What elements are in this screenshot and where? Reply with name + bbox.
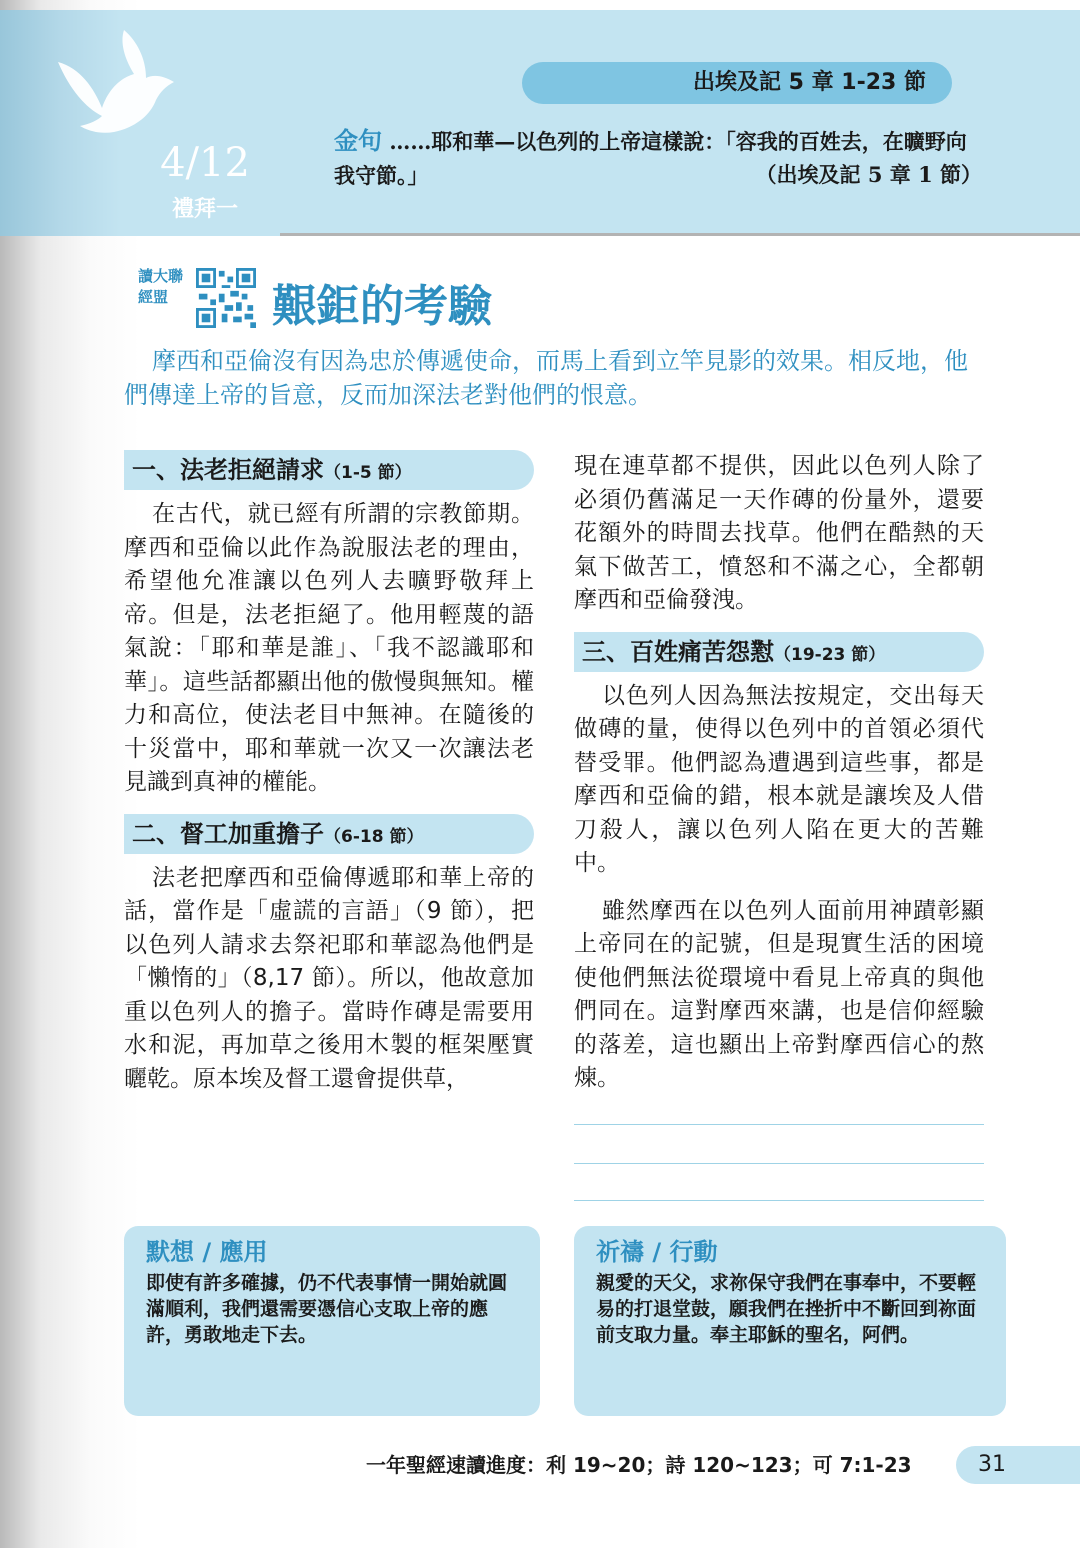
section-heading-2 <box>124 814 534 854</box>
header-band <box>0 10 1080 236</box>
golden-verse-ref: （出埃及記 5 章 1 節） <box>755 162 982 187</box>
golden-verse-label: 金句 <box>334 127 382 155</box>
reading-progress: 一年聖經速讀進度：利 19~20；詩 120~123；可 7:1-23 <box>366 1453 912 1477</box>
left-column <box>124 450 534 1096</box>
qr-label: 讀大聯經盟 <box>138 267 184 306</box>
weekday: 禮拜一 <box>171 197 238 222</box>
page-title: 艱鉅的考驗 <box>272 281 492 332</box>
continuation-paragraph: 現在連草都不提供，因此以色列人除了必須仍舊滿足一天作磚的份量外，還要花額外的時間去找草。他們在酷熱的天氣下做苦工，憤怒和不滿之心，全都朝摩西和亞倫發洩。 <box>574 453 984 613</box>
intro-paragraph: 摩西和亞倫沒有因為忠於傳遞使命，而馬上看到立竿見影的效果。相反地，他們傳達上帝的旨意，反而加深法老對他們的恨意。 <box>124 347 968 409</box>
section-heading-3 <box>574 632 984 672</box>
section-verses: （6-18 節） <box>324 826 424 847</box>
page-number: 31 <box>956 1446 1080 1484</box>
dove-icon <box>50 28 180 148</box>
prayer-title: 祈禱 / 行動 <box>596 1238 718 1266</box>
section-verses: （19-23 節） <box>774 644 886 665</box>
right-column <box>574 450 984 1201</box>
section-title: 二、督工加重擔子 <box>132 819 324 848</box>
meditation-box <box>124 1226 540 1416</box>
date-panel <box>0 10 280 236</box>
qr-block <box>138 266 258 332</box>
prayer-box <box>574 1226 1006 1416</box>
note-line <box>574 1124 984 1125</box>
section-heading-1 <box>124 450 534 490</box>
scripture-reference: 出埃及記 5 章 1-23 節 <box>522 62 952 104</box>
note-line <box>574 1200 984 1201</box>
section-title: 一、法老拒絕請求 <box>132 456 324 484</box>
section-paragraph: 以色列人因為無法按規定，交出每天做磚的量，使得以色列中的首領必須代替受罪。他們認為遭遇到這些事，都是摩西和亞倫的錯，根本就是讓埃及人借刀殺人，讓以色列人陷在更大的苦難中。 <box>574 682 984 876</box>
section-title: 三、百姓痛苦怨懟 <box>582 637 774 666</box>
section-paragraph: 雖然摩西在以色列人面前用神蹟彰顯上帝同在的記號，但是現實生活的困境使他們無法從環境中看見上帝真的與他們同在。這對摩西來講，也是信仰經驗的落差，這也顯出上帝對摩西信心的熬煉。 <box>574 897 984 1091</box>
date: 4/12 <box>160 140 250 186</box>
section-paragraph: 在古代，就已經有所謂的宗教節期。摩西和亞倫以此作為說服法老的理由，希望他允准讓以色列人去曠野敬拜上帝。但是，法老拒絕了。他用輕蔑的語氣說：「耶和華是誰」、「我不認識耶和華」。這些話都顯出他的傲慢與無知。權力和高位，使法老目中無神。在隨後的十災當中，耶和華就一次又一次讓法老見識到真神的權能。 <box>124 501 534 795</box>
section-verses: （1-5 節） <box>324 463 412 483</box>
prayer-text: 親愛的天父，求祢保守我們在事奉中，不要輕易的打退堂鼓，願我們在挫折中不斷回到祢面前支取力量。奉主耶穌的聖名，阿們。 <box>596 1272 977 1346</box>
golden-verse-block <box>334 124 982 193</box>
note-line <box>574 1163 984 1164</box>
qr-code-icon[interactable] <box>196 268 256 328</box>
meditation-title: 默想 / 應用 <box>146 1238 268 1266</box>
section-paragraph: 法老把摩西和亞倫傳遞耶和華上帝的話，當作是「虛謊的言語」（9 節），把以色列人請求去祭祀耶和華認為他們是「懶惰的」（8,17 節）。所以，他故意加重以色列人的擔子。當時作磚是需要用水和泥，再加草之後用木製的框架壓實曬乾。原本埃及督工還會提供草， <box>124 864 534 1092</box>
golden-verse-text: ……耶和華—以色列的上帝這樣說：「容我的百姓去，在曠野向我守節。」 <box>334 129 967 188</box>
meditation-text: 即使有許多確據，仍不代表事情一開始就圓滿順利，我們還需要憑信心支取上帝的應許，勇敢地走下去。 <box>146 1272 508 1346</box>
